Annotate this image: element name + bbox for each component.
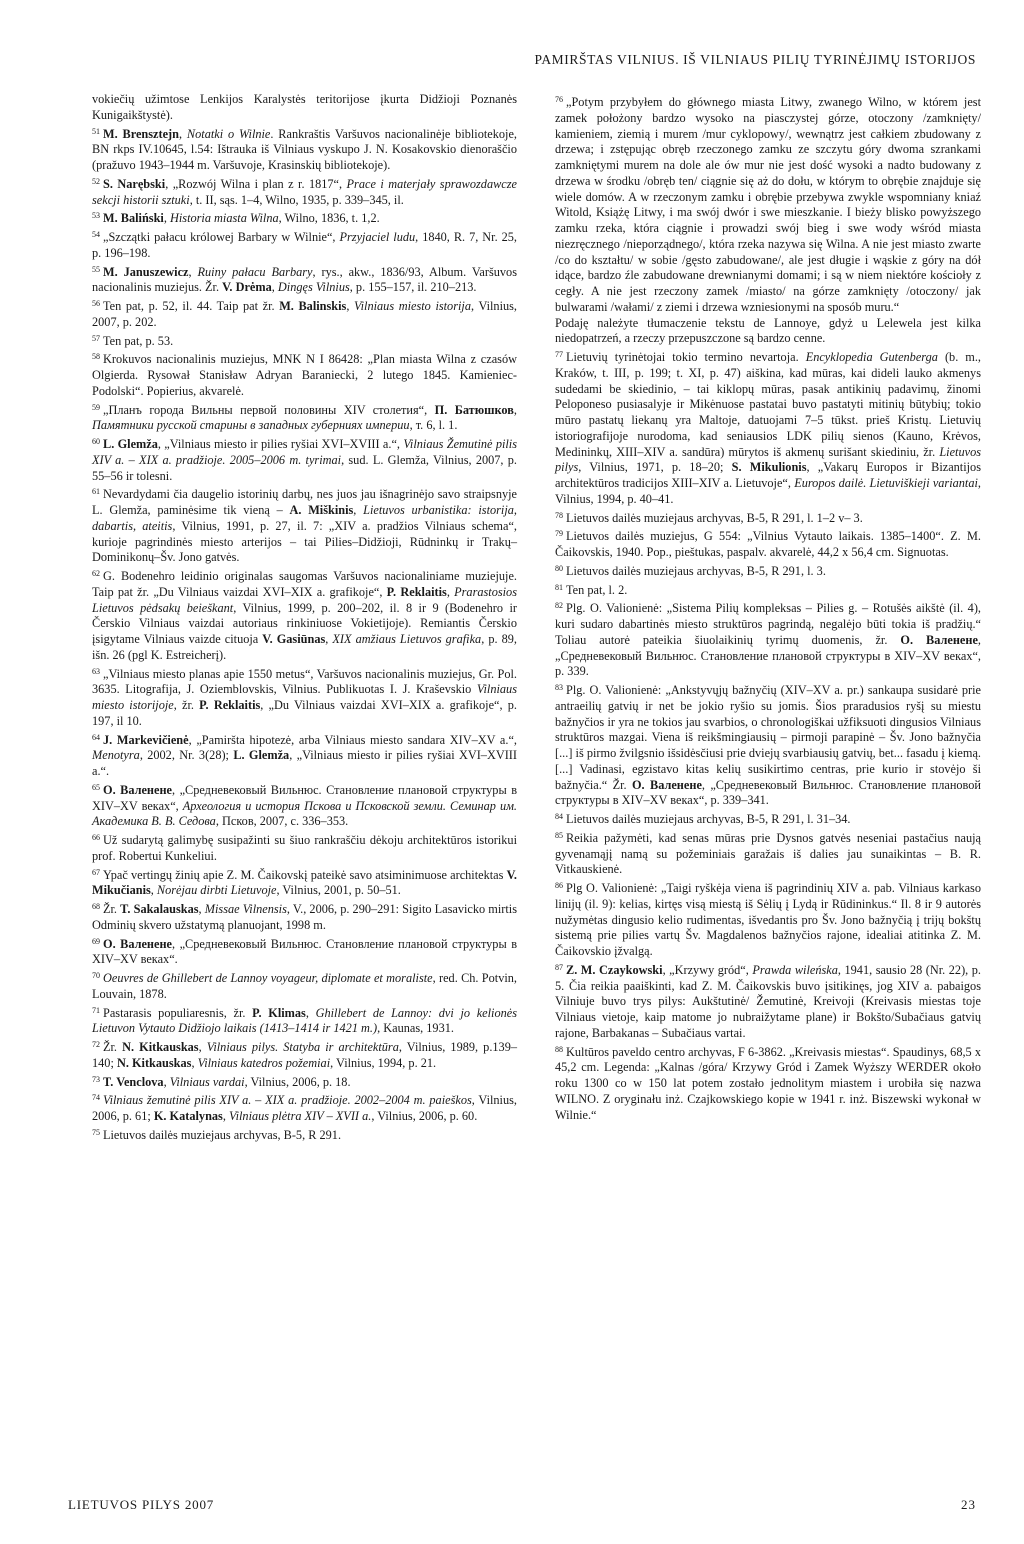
footnote-text: Žr. N. Kitkauskas, Vilniaus pilys. Statyba ir architektūra, Vilnius, 1989, p.139–140; N. Kitkauskas, Vilniaus katedros požemiai, Vilnius, 1994, p. 21. [92, 1040, 518, 1070]
footnote [92, 730, 517, 780]
footnote [555, 960, 981, 1042]
running-title: PAMIRŠTAS VILNIUS. IŠ VILNIAUS PILIŲ TYRINĖJIMŲ ISTORIJOS [534, 52, 976, 67]
footnote-number: 83 [555, 683, 563, 692]
footnote-text: Krokuvos nacionalinis muziejus, MNK N I 86428: „Plan miasta Wilna z czasów Olgierda. Rysował Stanisław Adryan Baraniecki, 2 lutego 1845. Kamieniec-Podolski“. Popierius, akvarelė. [92, 352, 517, 398]
footnote [555, 598, 981, 680]
footnote [92, 899, 517, 934]
footnote-number: 86 [555, 881, 563, 890]
footnote-number: 72 [92, 1040, 100, 1049]
footnote-text: Lietuvos dailės muziejaus archyvas, B-5, R 291, l. 3. [566, 563, 826, 578]
footnote [555, 878, 981, 960]
footnote [92, 830, 517, 865]
right-footnotes-column [555, 92, 981, 1123]
footnote [92, 484, 517, 566]
footnote-text: Kultūros paveldo centro archyvas, F 6-3862. „Kreivasis miestas“. Spaudinys, 68,5 x 45,2 cm. Legenda: „Kalnas /góra/ Krzywy Gród i Zamek Wyższy WERDER około roku 1300 co w 150 lat potem zostało jednolitym miastem i urobiła się nazwa WILNO. Z oryginału inż. Czajkowskiego kopie w 1941 r. inż. Biszewski wykonał w Wilnie.“ [555, 1044, 981, 1122]
footnote-number: 82 [555, 601, 563, 611]
footnote [555, 680, 981, 809]
footnote-number: 85 [555, 830, 563, 840]
footnote-text: „Szczątki pałacu królowej Barbary w Wilnie“, Przyjaciel ludu, 1840, R. 7, Nr. 25, p. 196–198. [92, 230, 517, 260]
footnote-number: 51 [92, 126, 100, 136]
footnote [92, 968, 517, 1003]
footnote-number: 88 [555, 1044, 563, 1054]
footnote-number: 60 [92, 437, 100, 446]
footnote-number: 68 [92, 902, 100, 911]
footnote-text: Lietuvos dailės muziejus, G 554: „Vilnius Vytauto laikais. 1385–1400“. Z. M. Čaikovskis, 1940. Pop., pieštukas, paspalv. akvarelė, 44,2 x 56,4 cm. Signuotas. [555, 529, 981, 559]
footnote [92, 349, 517, 399]
footnote-text: „Potym przybyłem do głównego miasta Litwy, zwanego Wilno, w którem jest zamek położony bardzo wysoko na piasczystej górze, otoczony /zamknięty/ kamieniem, ziemią i murem /mur cyklopowy/, wewnątrz jest całkiem zbudowany z drzewa; i zstępując obręb rzeczonego zamku ze szczytu góry dwoma szrankami zamkniętymi murem na dole ale ów mur nie jest dość wysoki a nadto budowany z drzewa w środku /obręb ten/ ciągnie się aż do dołu, w którym to obrębie znajduje się wiele domów. A w rzeczonym zamku i obrębie przebywa zwykle wspomniany kniaź Witold, Książę Litwy, i ma swój dwór i swe mieszkanie. I bieży blisko powyższego zamku rzeka, która ciągnie i prowadzi swój bieg i swe wody wśród miasta niezręcznego /nieporządnego/, która rzeka nazywa się Wilna. A nie jest miasto zwarte /co do kształtu/ w sobie /gęsto zabudowane/, ale jest długie i wąskie z góry na dół idące, bardzo źle zabudowane drewnianymi domami; i są w niem niektóre kościoły z cegły. A nie jest rzeczony zamek /miasto/ na górze zamknięty /otoczony/ jak bulwarami /wałami/ z ziemi i drzewa wzniesionymi na sposób muru.“ [555, 95, 981, 314]
footnote [555, 526, 981, 561]
footnote-text: Plg O. Valionienė: „Taigi ryškėja viena iš pagrindinių XIV a. pab. Vilniaus karkaso linijų (il. 9): kelias, kirtęs visą miestą iš Sėlių į Lydą ir Rūdininkus.“ Il. 8 ir 9 autorės nužymėtas dingusio kelio rudimentas, išvedantis pro Šv. Jono bažnyčią į trijų bokštų sistemą prie pilies vartų Šv. Magdalenos bažnyčios rajone, idealiai atitinka Z. M. Čaikovskio įžvalgą. [555, 881, 981, 958]
footnote-number: 84 [555, 812, 563, 821]
footnote [92, 262, 517, 297]
footnote-text: S. Narębski, „Rozwój Wilna i plan z r. 1817“, Prace i materjały sprawozdawcze sekcji historii sztuki, t. II, sąs. 1–4, Wilno, 1935, p. 339–345, il. [92, 176, 517, 207]
footnote-number: 56 [92, 299, 100, 308]
footnote-text: M. Brensztejn, Notatki o Wilnie. Rankraštis Varšuvos nacionalinėje bibliotekoje, BN rkps IV.10645, l.54: Ištrauka iš Vilniaus vyskupo J. N. Kosakovskio dienoraščio (pražuvo 1943–1944 m. Varšuvoje, Krasinskių bibliotekoje). [92, 126, 517, 172]
footnote-text: Ypač vertingų žinių apie Z. M. Čaikovskį pateikė savo atsiminimuose architektas V. Mikučianis, Norėjau dirbti Lietuvoje, Vilnius, 2001, p. 50–51. [92, 867, 517, 898]
footnote [92, 1003, 517, 1038]
footnote [92, 174, 517, 209]
footnote [555, 508, 981, 527]
footnote-text: Oeuvres de Ghillebert de Lannoy voyageur, diplomate et moraliste, red. Ch. Potvin, Louvain, 1878. [92, 971, 517, 1001]
footnote-number: 63 [92, 666, 100, 676]
footnote-number: 69 [92, 936, 100, 946]
footnote-number: 53 [92, 211, 100, 221]
footnote-number: 59 [92, 402, 100, 412]
footnote-number: 71 [92, 1005, 100, 1015]
footnote-number: 58 [92, 352, 100, 362]
footnote-text: L. Glemža, „Vilniaus miesto ir pilies ryšiai XVI–XVIII a.“, Vilniaus Žemutinė pilis XIV a. – XIX a. pradžioje. 2005–2006 m. tyrimai, sud. L. Glemža, Vilnius, 2007, p. 55–56 ir tolesni. [92, 437, 518, 483]
footnote [555, 580, 981, 599]
footnote-number: 62 [92, 569, 100, 578]
footnote-text: M. Januszewicz, Ruiny pałacu Barbary, rys., akw., 1836/93, Album. Varšuvos nacionalinis muziejus. Žr. V. Drėma, Dingęs Vilnius, p. 155–157, il. 210–213. [92, 264, 517, 295]
footnote-text: Z. M. Czaykowski, „Krzywy gród“, Prawda wileńska, 1941, sausio 28 (Nr. 22), p. 5. Čia reikia paaiškinti, kad Z. M. Čaikovskis buvo įsitikinęs, jog XIV a. pabaigos Vilniuje buvo trys pilys: Aukštutinė/ Žemutinė, Kreivoji (Kreivasis miestas toje Vilniaus vietoje, kaip matome jo nubraižytame plane) ir Bokšto/Subačiaus gatvių rajone, Barbakanas – Subačiaus vartai. [555, 962, 981, 1040]
footnote-text: Žr. T. Sakalauskas, Missae Vilnensis, V., 2006, p. 290–291: Sigito Lasavicko mirtis Odminių skvero užstatymą planuojant, 1998 m. [92, 902, 517, 932]
footnote-number: 78 [555, 510, 563, 520]
footnote-number: 65 [92, 782, 100, 792]
footnote-text: Lietuvos dailės muziejaus archyvas, B-5, R 291, l. 1–2 v– 3. [566, 510, 863, 525]
footnote [92, 566, 517, 664]
footnote [92, 296, 517, 331]
footnote [92, 400, 517, 435]
footnote-number: 73 [92, 1074, 100, 1084]
footnote-text: „Планъ города Вильны первой половины XIV столетия“, П. Батюшков, Памятники русской старины в западных губерниях империи, т. 6, l. 1. [92, 402, 517, 433]
footnote-text: Pastarasis populiaresnis, žr. P. Klimas, Ghillebert de Lannoy: dvi jo kelionės Lietuvon Vytauto Didžiojo laikais (1413–1414 ir 1421 m.), Kaunas, 1931. [92, 1005, 517, 1036]
footnote-number: 57 [92, 333, 100, 343]
footnote [92, 124, 517, 174]
footnote [555, 561, 981, 580]
footnote-number: 74 [92, 1093, 100, 1103]
footnote [92, 227, 517, 262]
footnote [92, 92, 517, 124]
footnote-number: 64 [92, 732, 100, 742]
footnote-text: Plg. O. Valionienė: „Sistema Pilių kompleksas – Pilies g. – Rotušės aikštė (il. 4), kuri sudaro dabartinės miesto struktūros pagrindą, negalėjo būti tokia iš pradžių.“ Toliau autorė pateikia šiuolaikinių tyrimų duomenis, žr. О. Валенене, „Средневековый Вильнюс. Становление плановой структуры в XIV–XV веках“, p. 339. [555, 601, 981, 679]
footnote [92, 664, 517, 730]
footnote [555, 809, 981, 828]
footnote-number: 87 [555, 962, 563, 972]
footnote [92, 934, 517, 969]
footnote-number: 79 [555, 529, 563, 539]
footnote-text: Podaję należyte tłumaczenie tekstu de Lannoye, gdyż u Lelewela jest kilka niedopatrzeń, a rzeczy przepuszczone są bardzo cenne. [555, 315, 981, 346]
footnote [92, 865, 517, 900]
footnote-text: Vilniaus žemutinė pilis XIV a. – XIX a. pradžioje. 2002–2004 m. paieškos, Vilnius, 2006, p. 61; K. Katalynas, Vilniaus plėtra XIV – XVII a., Vilnius, 2006, p. 60. [92, 1093, 517, 1123]
footnote-text: О. Валенене, „Средневековый Вильнюс. Становление плановой структуры в XIV–XV веках“, Археология и история Пскова и Псковской земли. Семинар им. Академика В. В. Седова, Псков, 2007, c. 336–353. [92, 782, 518, 829]
footnote [92, 1072, 517, 1091]
footnote [92, 208, 517, 227]
footnote-number: 75 [92, 1127, 100, 1137]
footnote-text: Ten pat, l. 2. [566, 582, 628, 597]
footnote-text: vokiečių užimtose Lenkijos Karalystės teritorijose įkurta Didžioji Poznanės Kunigaikštystė). [92, 92, 517, 122]
page-number: 23 [961, 1497, 976, 1512]
footnote-text: J. Markevičienė, „Pamiršta hipotezė, arba Vilniaus miesto sandara XIV–XV a.“, Menotyra, 2002, Nr. 3(28); L. Glemža, „Vilniaus miesto ir pilies ryšiai XVI–XVIII a.“. [92, 732, 517, 778]
footnote [555, 316, 981, 348]
footnote [555, 828, 981, 878]
footnote-text: Lietuvos dailės muziejaus archyvas, B-5, R 291. [103, 1127, 342, 1142]
footnote-text: M. Baliński, Historia miasta Wilna, Wilno, 1836, t. 1,2. [103, 211, 380, 226]
footnote [555, 347, 981, 508]
footnote-text: О. Валенене, „Средневековый Вильнюс. Становление плановой структуры в XIV–XV веках“. [92, 936, 517, 967]
left-footnotes-column [92, 92, 517, 1144]
footnote [92, 1037, 517, 1072]
footnote-number: 54 [92, 230, 100, 239]
footnote-text: Už sudarytą galimybę susipažinti su šiuo rankraščiu dėkoju architektūros istorikui prof. Robertui Kunkeliui. [92, 833, 517, 863]
footnote-text: „Vilniaus miesto planas apie 1550 metus“, Varšuvos nacionalinis muziejus, Gr. Pol. 3635. Litografija, J. Oziemblovskis, Vilnius. Publikuotas I. J. Kraševskio Vilniaus miesto istorijoje, žr. P. Reklaitis, „Du Vilniaus vaizdai XVI–XIX a. grafikoje“, p. 197, il 10. [92, 666, 518, 728]
footnote [92, 1090, 517, 1125]
footnote [92, 1125, 517, 1144]
footnote-number: 77 [555, 350, 563, 359]
footnote-text: G. Bodenehro leidinio originalas saugomas Varšuvos nacionaliniame muziejuje. Taip pat žr. „Du Vilniaus vaizdai XVI–XIX a. grafikoje“, P. Reklaitis, Prarastosios Lietuvos pėdsakų beieškant, Vilnius, 1999, p. 200–202, il. 8 ir 9 (Bodenehro ir Čerskio Vilniaus vaizdai autoriaus rinkiniuose Vokietijoje). Remiantis Čerskio įsigytame Vilniaus vaizde cituoja V. Gasiūnas, XIX amžiaus Lietuvos grafika, p. 89, išn. 26 (pgl K. Estreicherį). [92, 569, 517, 662]
footnote [92, 780, 517, 830]
footnote-text: Plg. O. Valionienė: „Ankstyvųjų bažnyčių (XIV–XV a. pr.) sankaupa susidarė prie antraeilių gatvių ir net be jokio ryšio su jomis. Šios praradusios ryšį su miestu bažnyčios ir yra ne tokios jau svarbios, o chronologiškai užfiksuoti dingusios Vilniaus struktūros mazgai. Viena iš reikšmingiausių – pirmoji parapinė – Šv. Jono bažnyčia [...] iš pirmo žvilgsnio išsidėsčiusi prie dviejų svarbiausių gatvių, bet... fasadu į kiemą. [...] Vadinasi, egzistavo kitas kelių susikirtimo centras, prie kurio ir stovėjo ši bažnyčia.“ Žr. О. Валенене, „Средневековый Вильнюс. Становление плановой структуры в XIV–XV веках“, p. 339–341. [555, 683, 981, 808]
footnote-number: 81 [555, 582, 563, 592]
footnote-number: 66 [92, 833, 100, 842]
footnote-text: Nevardydami čia daugelio istorinių darbų, nes juos jau išnagrinėjo savo straipsnyje L. Glemža, paminėsime tik vieną – A. Miškinis, Lietuvos urbanistika: istorija, dabartis, ateitis, Vilnius, 1991, p. 27, il. 7: „XIV a. pradžios Vilniaus schema“, kurioje pagrindinės miesto arterijos – tai Pilies–Didžioji, Rūdninkų ir Trakų–Dominikonų–Šv. Jono gatvės. [92, 487, 517, 565]
footnote-number: 67 [92, 867, 100, 877]
footnote-number: 80 [555, 563, 563, 573]
footnote [555, 92, 981, 316]
footnote-number: 52 [92, 176, 100, 186]
footnote-number: 70 [92, 971, 100, 980]
footnote-text: Lietuvos dailės muziejaus archyvas, B-5, R 291, l. 31–34. [566, 812, 851, 826]
footnote-number: 76 [555, 95, 563, 104]
footnote-text: T. Venclova, Vilniaus vardai, Vilnius, 2006, p. 18. [103, 1074, 351, 1089]
footnote [555, 1042, 981, 1124]
footnote-text: Lietuvių tyrinėtojai tokio termino nevartoja. Encyklopedia Gutenberga (b. m., Kraków, t. III, p. 199; t. XI, p. 47) aiškina, kad mūras, kai dideli lauko akmenys sudedami be skiedinio, – tai kiklopų mūras, pasak antikinių padavimų, žinomi Peloponeso pusiasalyje ir Mikėnuose pastatai buvo pastatyti mitinių būtybių; tokio mūro pastatų liekanų yra Maltoje, datuojami 7–5 tūkst. prieš Kristų. Lietuvių istoriografijoje nurodoma, kad seniausios LDK pilių sienos (Kauno, Krėvos, Medininkų, XIII–XIV a. sandūra) mūrytos iš akmenų surišant skiediniu, žr. Lietuvos pilys, Vilnius, 1971, p. 18–20; S. Mikulionis, „Vakarų Europos ir Bizantijos architektūros tradicijos XIII–XIV a. Lietuvoje“, Europos dailė. Lietuviškieji variantai, Vilnius, 1994, p. 40–41. [555, 350, 982, 506]
publication-footer: LIETUVOS PILYS 2007 [68, 1497, 215, 1512]
footnote-text: Reikia pažymėti, kad senas mūras prie Dysnos gatvės neseniai pastačius naują gyvenamąjį namą su požeminiais garažais iš dalies jau sunaikintas – B. R. Vitkauskienė. [555, 830, 981, 877]
footnote [92, 331, 517, 350]
footnote-number: 55 [92, 264, 100, 274]
footnote-text: Ten pat, p. 53. [103, 333, 174, 348]
footnote-number: 61 [92, 487, 100, 497]
footnote-text: Ten pat, p. 52, il. 44. Taip pat žr. M. Balinskis, Vilniaus miesto istorija, Vilnius, 2007, p. 202. [92, 299, 517, 329]
footnote [92, 434, 517, 484]
